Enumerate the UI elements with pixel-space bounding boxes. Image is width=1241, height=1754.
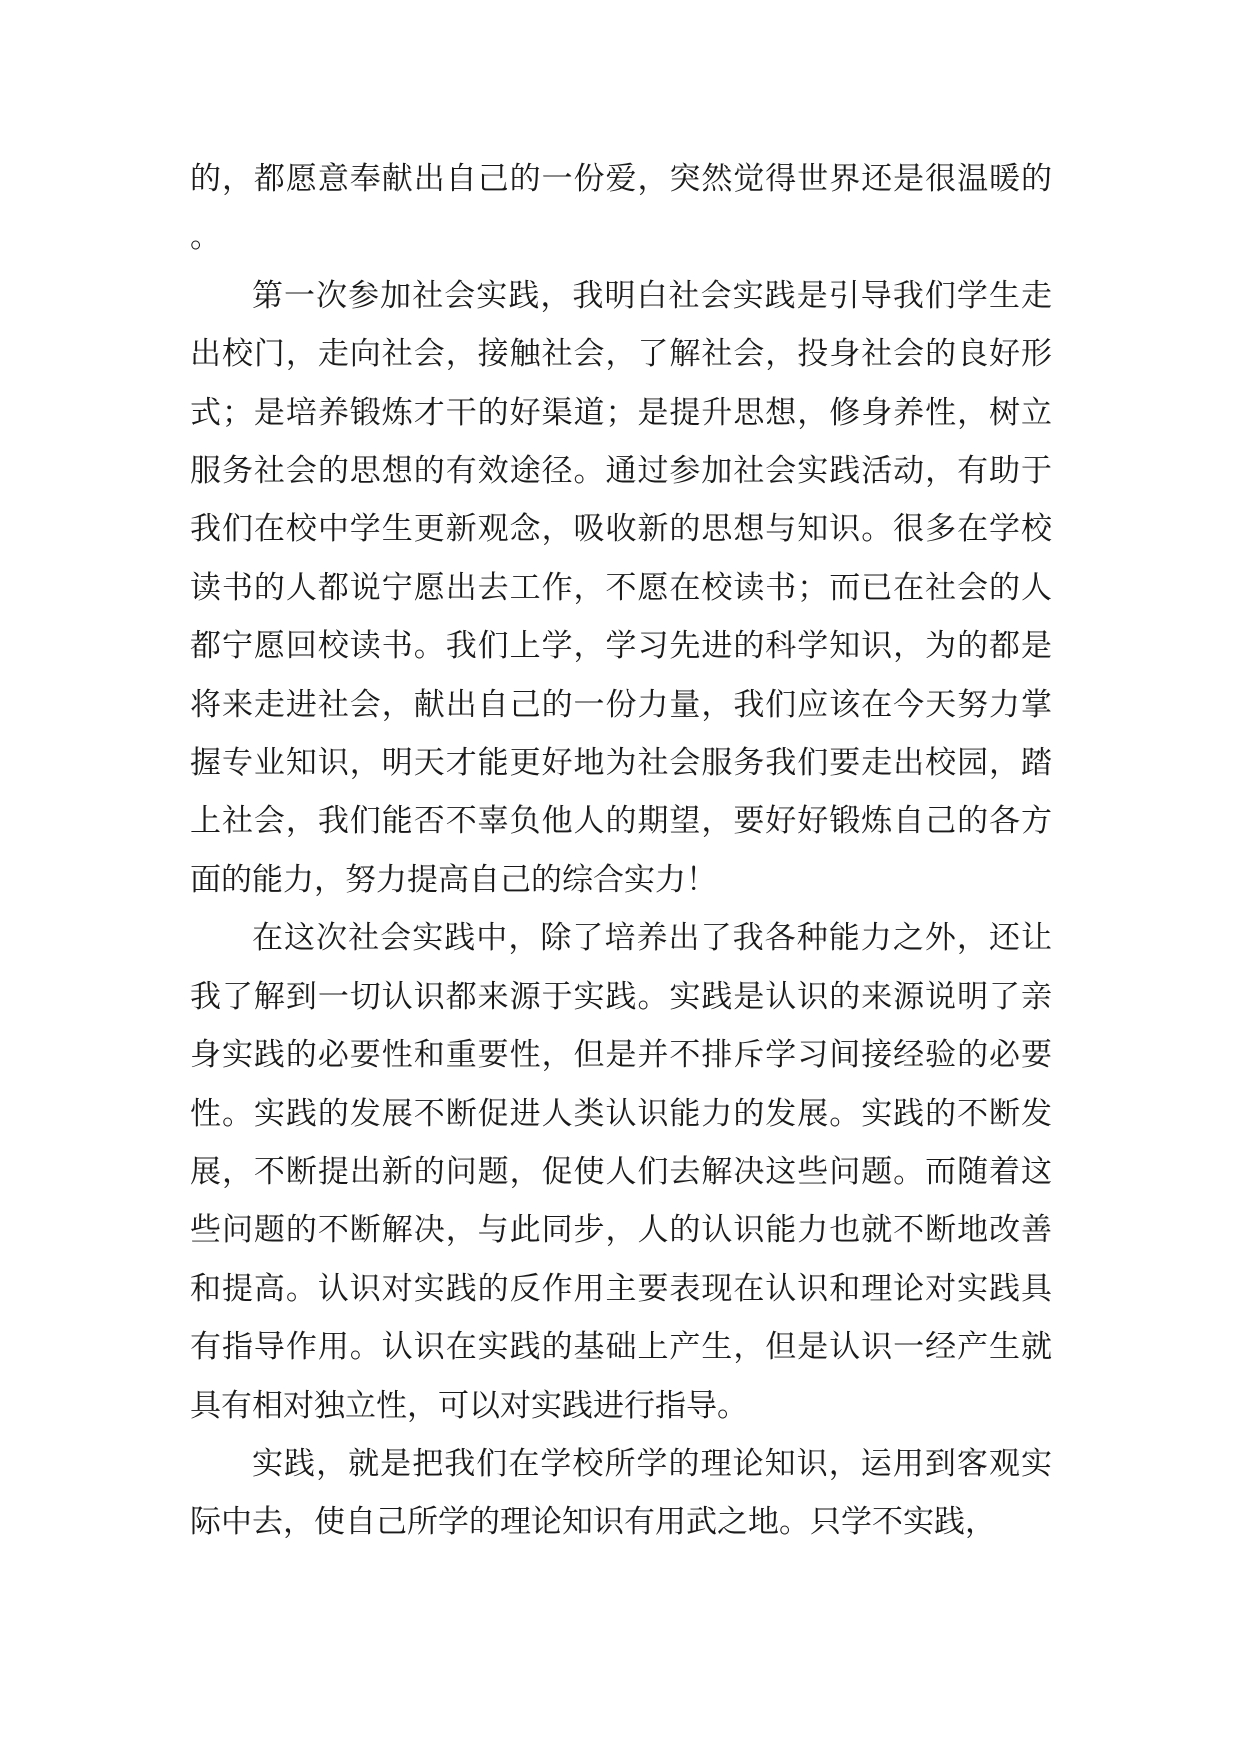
paragraph-2: 第一次参加社会实践，我明白社会实践是引导我们学生走出校门，走向社会，接触社会，了解社会，投身社会的良好形式；是培养锻炼才干的好渠道；是提升思想，修身养性，树立服务社会的思想的有效途径。通过参加社会实践活动，有助于我们在校中学生更新观念，吸收新的思想与知识。很多在学校读书的人都说宁愿出去工作，不愿在校读书；而已在社会的人都宁愿回校读书。我们上学，学习先进的科学知识，为的都是将来走进社会，献出自己的一份力量，我们应该在今天努力掌握专业知识，明天才能更好地为社会服务我们要走出校园，踏上社会，我们能否不辜负他人的期望，要好好锻炼自己的各方面的能力，努力提高自己的综合实力！ xyxy=(190,277,1052,898)
paragraph-4: 实践，就是把我们在学校所学的理论知识，运用到客观实际中去，使自己所学的理论知识有用武之地。只学不实践， xyxy=(190,1445,1052,1541)
paragraph-1: 的，都愿意奉献出自己的一份爱，突然觉得世界还是很温暖的。 xyxy=(190,161,1052,256)
paragraph-3: 在这次社会实践中，除了培养出了我各种能力之外，还让我了解到一切认识都来源于实践。实践是认识的来源说明了亲身实践的必要性和重要性，但是并不排斥学习间接经验的必要性。实践的发展不断促进人类认识能力的发展。实践的不断发展，不断提出新的问题，促使人们去解决这些问题。而随着这些问题的不断解决，与此同步，人的认识能力也就不断地改善和提高。认识对实践的反作用主要表现在认识和理论对实践具有指导作用。认识在实践的基础上产生，但是认识一经产生就具有相对独立性，可以对实践进行指导。 xyxy=(190,920,1052,1424)
document-body xyxy=(190,150,1052,1552)
